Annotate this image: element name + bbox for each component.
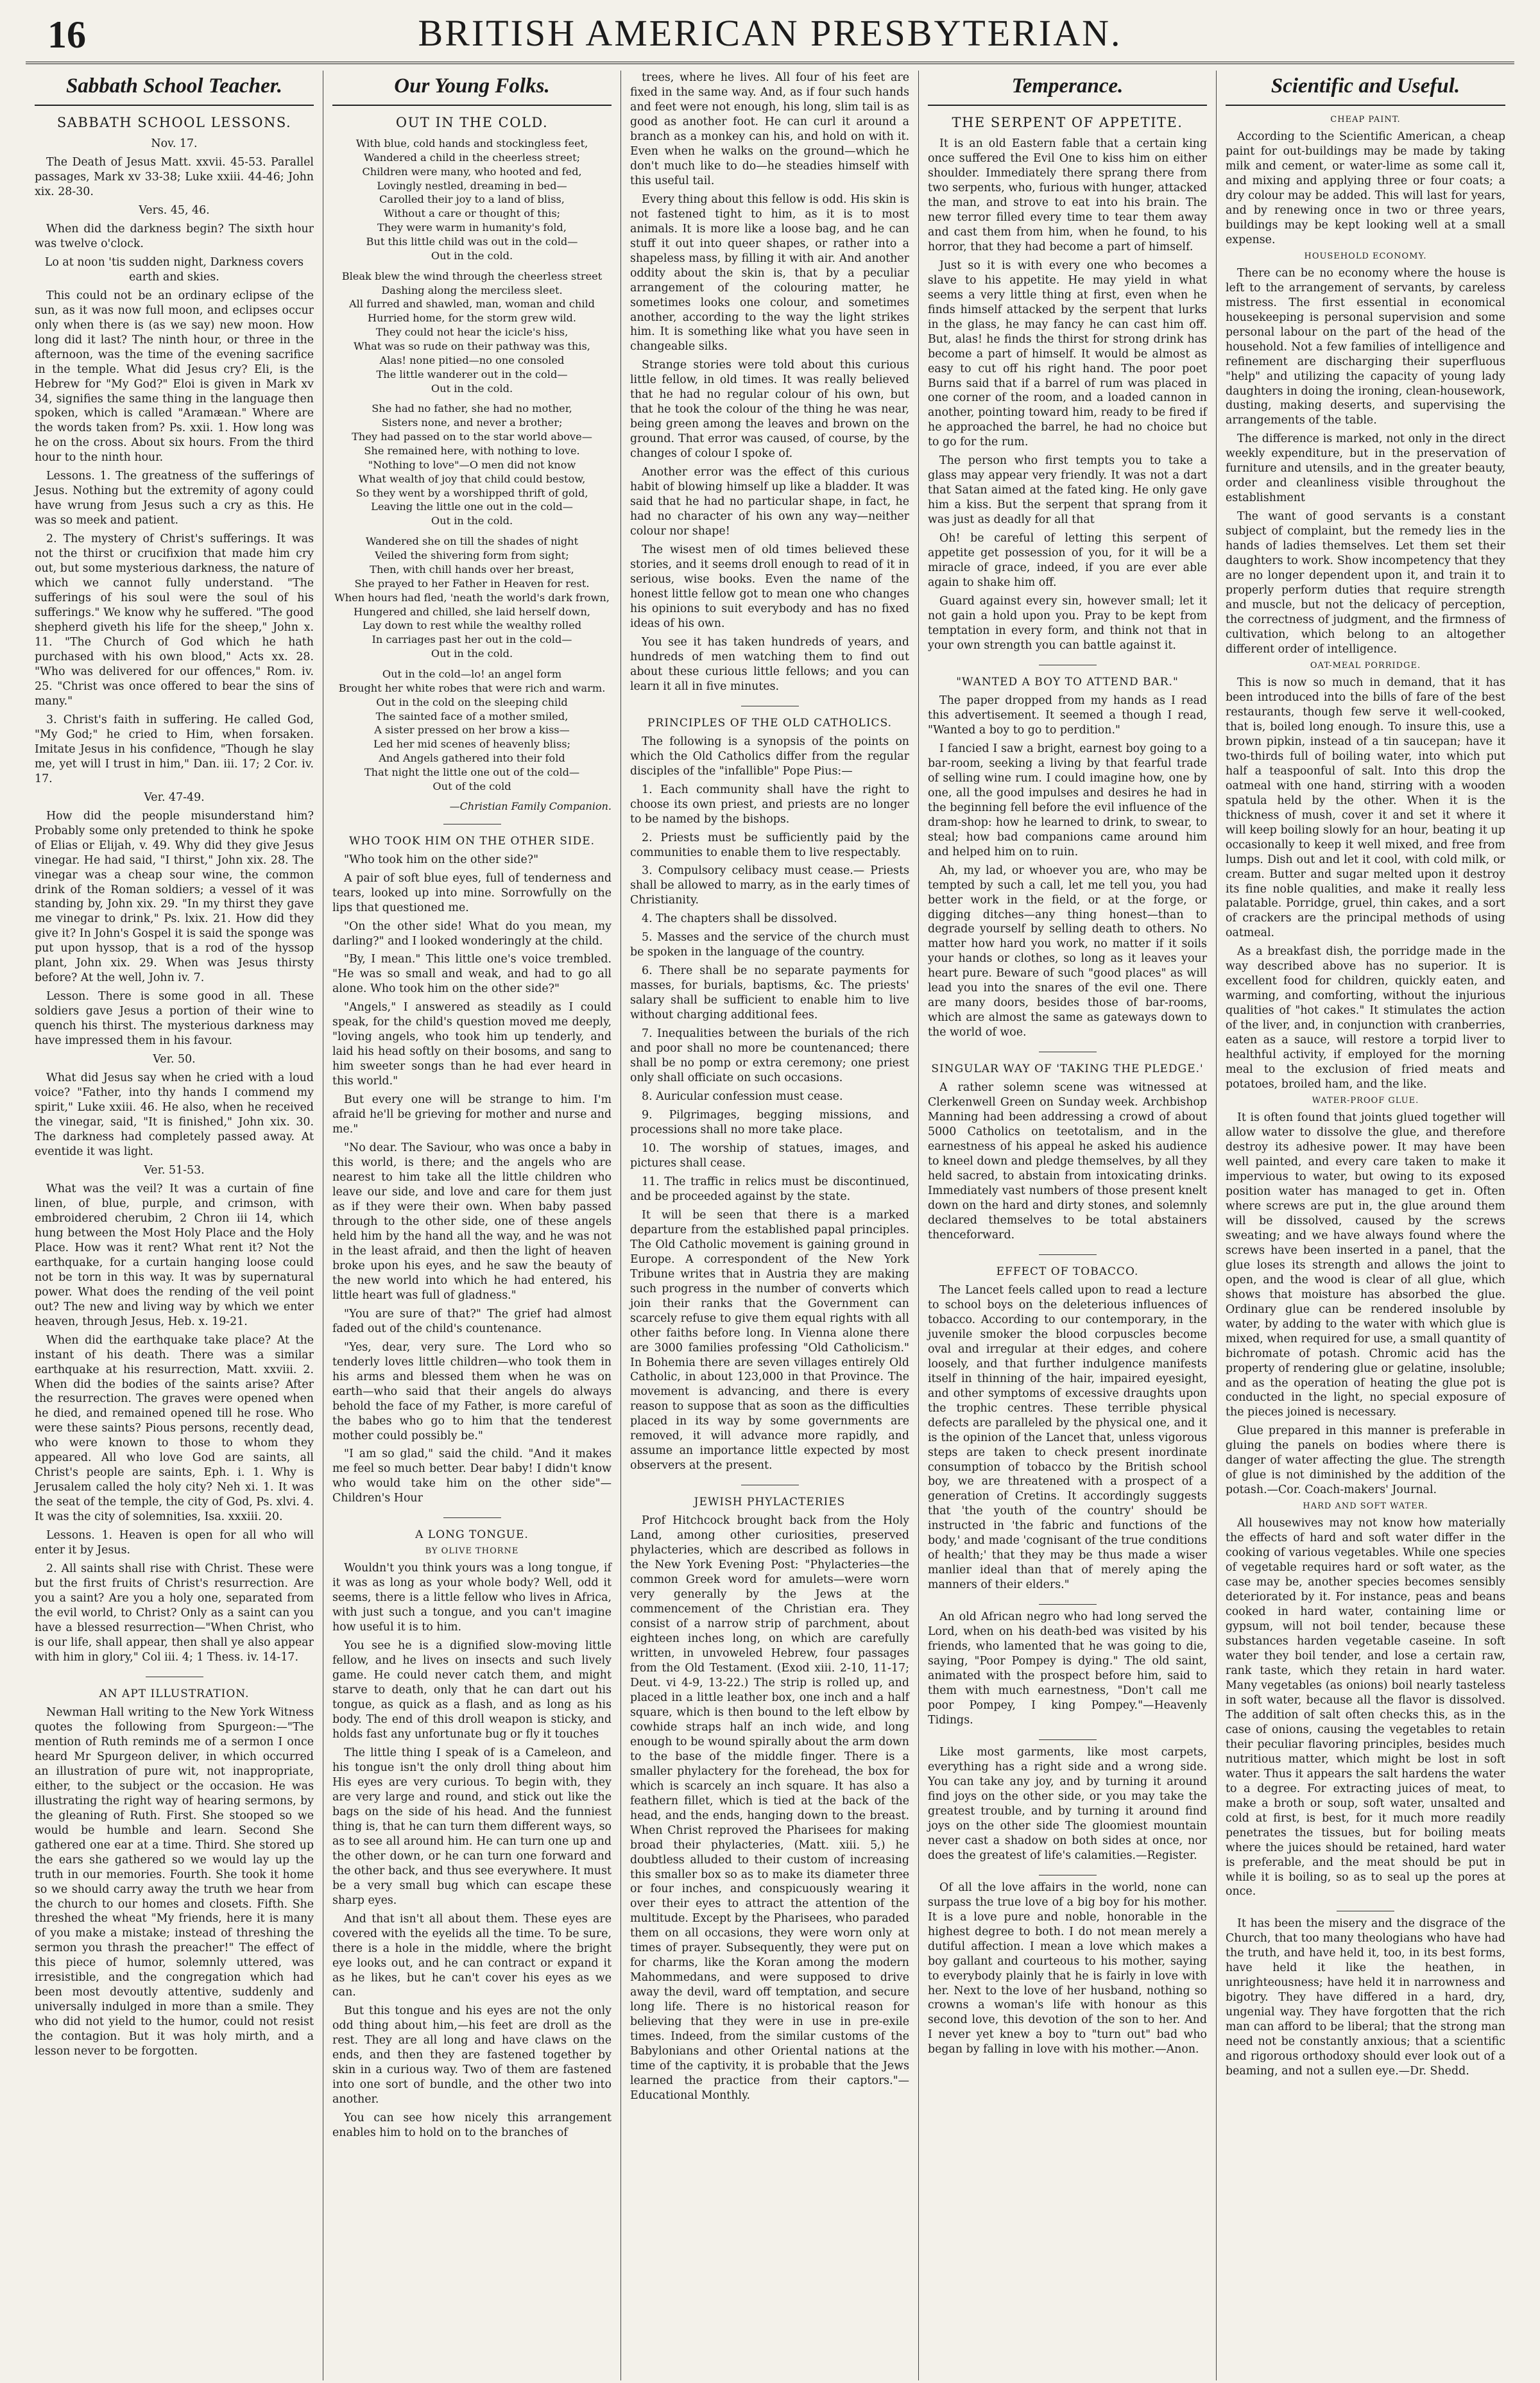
paragraph: Lesson. There is some good in all. These soldiers gave Jesus a portion of their wine to quench his thirst. The mysterious darkness may have impressed them in his favour. [35, 990, 314, 1048]
paragraph: This could not be an ordinary eclipse of the sun, as it was now full moon, and eclipses occur only when there is (as we say) new moon. How long did it last? The ninth hour, or three in the afternoon, was the time of the evening sacrifice in the temple. What did Jesus cry? Eli, is the Hebrew for "My God?" Eloi is given in Mark xv 34, signifies the same thing in the language then spoken, which is called "Aramæan." Where are the words taken from? Ps. xxii. 1. How long was he on the cross. About six hours. From the third hour to the ninth hour. [35, 289, 314, 465]
byline: BY OLIVE THORNE [425, 1546, 519, 1557]
paragraph: The wisest men of old times believed these stories, and it seems droll enough to read of it in serious, wise books. Even the name of the honest little fellow got to mean one who changes his opinions to suit everybody and has no fixed ideas of his own. [630, 543, 909, 630]
list-item: 2. Priests must be sufficiently paid by the communities to enable them to live respectably. [630, 831, 909, 859]
article-title: WATER-PROOF GLUE. [1312, 1096, 1419, 1106]
poem-stanza: Bleak blew the wind through the cheerless street Dashing along the merciless sleet. All furred and shawled, man, woman and child Hurried home, for the storm grew wild. They could not hear the icicle's hiss, What was so rude on their pathway was this, Alas! none pitied—no one consoled The little wanderer out in the cold— Out in the cold. [341, 269, 603, 395]
verse-heading: Ver. 50. [153, 1053, 196, 1066]
paragraph: trees, where he lives. All four of his feet are fixed in the same way. And, as if four such hands and feet were not enough, his long, slim tail is as good as another foot. He can curl it around a branch as a monkey can his, and hold on with it. Even when he walks on the ground—which he don't much like to do—he steadies himself with this useful tail. [630, 71, 909, 187]
paragraph: But every one will be strange to him. I'm afraid he'll be grieving for mother and nurse and me." [332, 1093, 612, 1136]
verse-heading: Vers. 45, 46. [139, 203, 210, 217]
quoted-hymn: Lo at noon 'tis sudden night, Darkness covers earth and skies. [44, 255, 304, 284]
paragraph: Newman Hall writing to the New York Witness quotes the following from Spurgeon:—"The mention of Ruth reminds me of a sermon I once heard Mr Spurgeon deliver, in which occurred an illustration of pure wit, not inappropriate, either, to the subject or the occasion. He was illustrating the right way of hearing sermons, by the gleaning of Ruth. First. She stooped so we would be humble and learn. Second She gathered one ear at a time. Third. She stored up the ears she gathered so we would lay up the truth in our memories. Fourth. She took it home so we should carry away the truth we hear from the church to our homes and closets. Fifth. She threshed the wheat "My friends, here it is many of you make a mistake; instead of threshing the sermon you thrash the preacher!" The effect of this piece of humor, solemnly uttered, was irresistible, and the congregation which had been most devoutly attentive, suddenly and universally indulged in more than a smile. They who did not yield to the humor, could not resist the contagion. But it was holy mirth, and a lesson never to be forgotten. [35, 1705, 314, 2058]
paragraph: 2. The mystery of Christ's sufferings. It was not the thirst or crucifixion that made him cry out, but some mysterious darkness, the nature of which we cannot fully understand. "The sufferings of his soul were the soul of his sufferings." We know why he suffered. "The good shepherd giveth his life for the sheep," John x. 11. "The Church of God which he hath purchased with his own blood," Acts xx. 28. "Who was delivered for our offences," Rom. iv. 25. "Christ was once offered to bear the sins of many." [35, 533, 314, 708]
verse-heading: Ver. 47-49. [144, 790, 205, 804]
paragraph: What was the veil? It was a curtain of fine linen, of blue, purple, and crimson, with embroidered cherubim, 2 Chron iii 14, which hung between the Most Holy Place and the Holy Place. How was it rent? What rent it? Not the earthquake, for a curtain hanging loose could not be torn in this way. It was by supernatural power. What does the rending of the veil point out? The new and living way by which we enter heaven, through Jesus, Heb. x. 19-21. [35, 1182, 314, 1328]
paragraph: Of all the love affairs in the world, none can surpass the true love of a big boy for his mother. It is a love pure and noble, honorable in the highest degree to both. I do not mean merely a dutiful affection. I mean a love which makes a boy gallant and courteous to his mother, saying to everybody plainly that he is fairly in love with her. Next to the love of her husband, nothing so crowns a woman's life with honour as this second love, this devotion of the son to her. And I never yet knew a boy to "turn out" bad who began by falling in love with his mother.—Anon. [928, 1881, 1207, 2056]
divider [443, 1517, 501, 1518]
paragraph: "Who took him on the other side?" [344, 853, 539, 866]
section-heading: Our Young Folks. [332, 71, 612, 106]
article-title: HARD AND SOFT WATER. [1303, 1501, 1428, 1512]
poem-stanza: She had no father, she had no mother, Sisters none, and never a brother; They had passed on to the star world above— She remained here, with nothing to love. "Nothing to love"—O men did not know What wealth of joy that child could bestow, So they went by a worshipped thrift of gold, Leaving the little one out in the cold— Out in the cold. [352, 402, 592, 527]
paragraph: As a breakfast dish, the porridge made in the way described above has no superior. It is excellent food for children, quickly eaten, and warming, and comforting, without the injurious qualities of "hot cakes." It stimulates the action of the liver, and, in conjunction with cranberries, eaten as a sauce, will restore a torpid liver to healthful activity, if employed for the morning meal to the exclusion of fried meats and potatoes, broiled ham, and the like. [1226, 945, 1505, 1091]
paragraph: The difference is marked, not only in the direct weekly expenditure, but in the preservation of furniture and utensils, and in the greater beauty, order and cleanliness visible throughout the establishment [1226, 432, 1505, 505]
paragraph: Strange stories were told about this curious little fellow, in old times. It was really believed that he had no regular colour of his own, but that he took the colour of the thing he was near, being green among the leaves and brown on the ground. That error was caused, of course, by the changes of colour I spoke of. [630, 359, 909, 461]
paragraph: Another error was the effect of this curious habit of blowing himself up like a bladder. It was said that he had no particular shape, in fact, he had no character of his own any way—neither colour nor shape! [630, 466, 909, 538]
paragraph: All housewives may not know how materially the effects of hard and soft water differ in the cooking of various vegetables. While one species of vegetable requires hard or soft water, as the case may be, another species becomes sensibly deteriorated by it. For instance, peas and beans cooked in hard water, containing lime or gypsum, will not boil tender, because these substances harden vegetable caseine. In soft water they boil tender, and lose a certain raw, rank taste, which they retain in hard water. Many vegetables (as onions) boil nearly tasteless in soft water, because all the flavor is dissolved. The addition of salt often checks this, as in the case of onions, causing the vegetables to retain their peculiar flavoring principles, besides much nutritious matter, which might be lost in soft water. Thus it appears the salt hardens the water to a degree. For extracting juices of meat, to make a broth or soup, soft water, unsalted and cold at first, is best, for it much more readily penetrates the tissues, but for boiling meats where the juices should be retained, hard water is preferable, and the meat should be put in while it is boiling, so as to seal up the pores at once. [1226, 1517, 1505, 1899]
paragraph: It will be seen that there is a marked departure from the established papal principles. The Old Catholic movement is gaining ground in Europe. A correspondent of the New York Tribune writes that in Austria they are making such progress in the number of converts which join their ranks that the Government can scarcely refuse to give them equal rights with all other faiths before long. In Vienna alone there are 3000 families professing "Old Catholicism." In Bohemia there are seven villages entirely Old Catholic, in about 123,000 in that Province. The movement is advancing, and there is every reason to suppose that as soon as the difficulties placed in its way by some governments are removed, it will advance more rapidly, and assume an importance little expected by most observers at the present. [630, 1208, 909, 1473]
paragraph: The person who first tempts you to take a glass may appear very friendly. It was not a dart that Satan aimed at the fated king. He only gave him a kiss. But the serpent that sprang from it was just as deadly for all that [928, 454, 1207, 527]
paragraph: Like most garments, like most carpets, everything has a right side and a wrong side. You can take any joy, and by turning it around find joys on the other side, or you may take the greatest trouble, and by turning it around find joys on the other side The gloomiest mountain never cast a shadow on both sides at once, nor does the greatest of life's calamities.—Register. [928, 1745, 1207, 1862]
source-credit: —Christian Family Companion. [449, 799, 612, 812]
paragraph: Wouldn't you think yours was a long tongue, if it was as long as your whole body? Well, odd it seems, there is a little fellow who lives in Africa, with just such a tongue, and you can't imagine how useful it is to him. [332, 1562, 612, 1634]
paragraph: "No dear. The Saviour, who was once a baby in this world, is there; and the angels who are nearest to him take all the little children who leave our side, and love and care for them just as if they were their own. When baby passed through to the other side, one of these angels held him by the hand all the way, and he was not in the least afraid, and then the light of heaven broke upon his eyes, and he saw the beauty of the new world into which he had entered, his little heart was full of gladness." [332, 1141, 612, 1302]
column-young-folks [323, 71, 621, 2380]
article-title: "WANTED A BOY TO ATTEND BAR." [956, 675, 1179, 688]
list-item: 3. Compulsory celibacy must cease.— Priests shall be allowed to marry, as in the early times of Christianity. [630, 864, 909, 907]
paragraph: Lessons. 1. The greatness of the sufferings of Jesus. Nothing but the extremity of agony could have wrung from Jesus such a cry as this. He was so meek and patient. [35, 470, 314, 527]
section-heading: Temperance. [928, 71, 1207, 106]
paragraph: The little thing I speak of is a Cameleon, and his tongue isn't the only droll thing about him His eyes are very curious. To begin with, they are very large and round, and stick out like the bags on the side of his head. And the funniest thing is, that he can turn them different ways, so as to see all around him. He can turn one up and the other down, or he can turn one forward and the other back, and thus see everywhere. It must be a very small bug which can escape these sharp eyes. [332, 1746, 612, 1907]
list-item: 11. The traffic in relics must be discontinued, and be proceeded against by the state. [630, 1175, 909, 1203]
paragraph: The paper dropped from my hands as I read this advertisement. It seemed a though I read, "Wanted a boy to go to perdition." [928, 694, 1207, 737]
article-title: WHO TOOK HIM ON THE OTHER SIDE. [348, 834, 595, 848]
column-temperance [919, 71, 1217, 2380]
article-title: AN APT ILLUSTRATION. [99, 1687, 250, 1700]
lesson-date: Nov. 17. [151, 137, 198, 150]
paragraph: "You are sure of that?" The grief had almost faded out of the child's countenance. [332, 1307, 612, 1335]
divider [1039, 1254, 1097, 1255]
article-title: SABBATH SCHOOL LESSONS. [56, 115, 292, 130]
paragraph: Just so it is with every one who becomes a slave to his appetite. He may yield in what seems a very little thing at first, even when he finds himself attacked by the serpent that lurks in the glass, he may fancy he can cast him off. But, alas! he finds the thirst for strong drink has become a part of himself. It would be almost as easy to cut off his right hand. The poor poet Burns said that if a barrel of rum was placed in one corner of the room, and a loaded cannon in another, pointing toward him, ready to be fired if he approached the barrel, he had no choice but to go for the rum. [928, 259, 1207, 449]
paragraph: When did the earthquake take place? At the instant of his death. There was a similar earthquake at his resurrection, Matt. xxviii. 2. When did the bodies of the saints arise? After the resurrection. The graves were opened when he died, and remained opened till he rose. Who were these saints? Pious persons, recently dead, who were known to those to whom they appeared. All who love God are saints, all Christ's people are saints, Eph. i. 1. Why is Jerusalem called the holy city? Neh xi. 1. It was the seat of the temple, the city of God, Ps. xlvi. 4. It was the city of solemnities, Isa. xxxiii. 20. [35, 1333, 314, 1524]
paragraph: "Angels," I answered as steadily as I could speak, for the child's question moved me deeply, "loving angels, who took him up tenderly, and laid his head softly on their bosoms, and sang to him sweeter songs than he had ever heard in this world." [332, 1001, 612, 1088]
article-title: THE SERPENT OF APPETITE. [952, 115, 1183, 130]
paragraph: "By, I mean." This little one's voice trembled. "He was so small and weak, and had to go all alone. Who took him on the other side?" [332, 953, 612, 996]
paragraph: 3. Christ's faith in suffering. He called God, "My God;" he cried to Him, when forsaken. Imitate Jesus in his confidence, "Though he slay me, yet will I trust in him," Dan. iii. 17; 2 Cor. iv. 17. [35, 713, 314, 785]
paragraph: You see it has taken hundreds of years, and hundreds of men watching them to find out about these curious little fellows; and you can learn it all in five minutes. [630, 635, 909, 693]
paragraph: "Yes, dear, very sure. The Lord who so tenderly loves little children—who took them in his arms and blessed them when he was on earth—who said that their angels do always behold the face of my Father, is more careful of the babes who go to him that the tenderest mother could possibly be." [332, 1340, 612, 1442]
paragraph: When did the darkness begin? The sixth hour was twelve o'clock. [35, 222, 314, 250]
article-title: CHEAP PAINT. [1330, 115, 1401, 124]
paragraph: The want of good servants is a constant subject of complaint, but the remedy lies in the hands of ladies themselves. Let them set their daughters to work. Show incompetency that they are no longer dependent upon it, and train it to properly perform duties that require strength and muscle, but not the delicacy of perception, the correctness of judgment, and the firmness of cultivation, which belong to an altogether different order of intelligence. [1226, 510, 1505, 656]
article-title: EFFECT OF TOBACCO. [996, 1265, 1139, 1278]
paragraph: Every thing about this fellow is odd. His skin is not fastened tight to him, as it is to most animals. It is more like a loose bag, and he can stuff it out into queer shapes, or rather into a shapeless mass, by filling it with air. And another oddity about the skin is, that by a peculiar arrangement of the colouring matter, he sometimes looks one colour, and sometimes another, according to the way the light strikes him. It is something like what you have seen in changeable silks. [630, 192, 909, 354]
paragraph: It has been the misery and the disgrace of the Church, that too many theologians who have had the truth, and have held it, too, in its best forms, have held it like the heathen, in unrighteousness; have held it in narrowness and bigotry. They have differed in a hard, dry, ungenial way. They have forgotten that the rich man can afford to be liberal; that the strong man need not be constantly anxious; that a scientific and rigorous orthodoxy should ever look out of a beaming, and not a sullen eye.—Dr. Shedd. [1226, 1917, 1505, 2078]
article-title: SINGULAR WAY OF 'TAKING THE PLEDGE.' [931, 1063, 1204, 1076]
poem-stanza: Wandered she on till the shades of night Veiled the shivering form from sight; Then, with chill hands over her breast, She prayed to her Father in Heaven for rest. When hours had fled, 'neath the world's dark frown, Hungered and chilled, she laid herself down, Lay down to rest while the wealthy rolled In carriages past her out in the cold— Out in the cold. [334, 535, 610, 660]
masthead [26, 9, 1514, 64]
list-item: 9. Pilgrimages, begging missions, and processions shall no more take place. [630, 1109, 909, 1136]
newspaper-title: BRITISH AMERICAN PRESBYTERIAN. [418, 12, 1122, 54]
paragraph: And that isn't all about them. These eyes are covered with the eyelids all the time. To be sure, there is a hole in the middle, where the bright eye looks out, and he can contract or expand it as he likes, but he can't cover his eyes as we can. [332, 1912, 612, 1999]
article-title: A LONG TONGUE. [415, 1528, 529, 1542]
section-heading: Sabbath School Teacher. [35, 71, 314, 106]
section-heading: Scientific and Useful. [1226, 71, 1505, 106]
paragraph: The following is a synopsis of the points on which the Old Catholics differ from the regular disciples of the "infallible" Pope Pius:— [630, 735, 909, 778]
article-title: HOUSEHOLD ECONOMY. [1304, 251, 1427, 261]
list-item: 10. The worship of statues, images, and pictures shall cease. [630, 1141, 909, 1170]
paragraph: According to the Scientific American, a cheap paint for out-buildings may be made by taking milk and cement, or water-lime as some call it, and mixing and applying three or four coats; a dry colour may be added. This will last for years, and by renewing once in two or three years, buildings may be kept looking well at a small expense. [1226, 130, 1505, 246]
list-item: 5. Masses and the service of the church must be spoken in the language of the country. [630, 931, 909, 959]
paragraph: Glue prepared in this manner is preferable in gluing the panels on bodies where there is danger of water affecting the glue. The strength of glue is not diminished by the addition of the potash.—Cor. Coach-makers' Journal. [1226, 1424, 1505, 1497]
paragraph: A rather solemn scene was witnessed at Clerkenwell Green on Sunday week. Archbishop Manning had been addressing a crowd of about 5000 Catholics on teetotalism, and in the earnestness of his appeal he asked his audience to kneel down and pledge themselves, by all they held sacred, to abstain from intoxicating drinks. Immediately vast numbers of those present knelt down on the hard and dirty stones, and solemnly declared themselves to be total abstainers thenceforward. [928, 1081, 1207, 1242]
paragraph: Oh! be careful of letting this serpent of appetite get possession of you, for it will be a miracle of grace, indeed, if you are ever able again to shake him off. [928, 532, 1207, 590]
poem-stanza: Out in the cold—lo! an angel form Brought her white robes that were rich and warm. Out in the cold on the sleeping child The sainted face of a mother smiled, A sister pressed on her brow a kiss— Led her mid scenes of heavenly bliss; And Angels gathered into their fold That night the little one out of the cold— Out of the cold [338, 667, 606, 792]
list-item: 7. Inequalities between the burials of the rich and poor shall no more be countenanced; there shall be no pomp or extra ceremony; one priest only shall officiate on such occasions. [630, 1027, 909, 1085]
poem-stanza: With blue, cold hands and stockingless feet, Wandered a child in the cheerless street; Children were many, who hooted and fed, Lovingly nestled, dreaming in bed— Carolled their joy to a land of bliss, Without a care or thought of this; They were warm in humanity's fold, But this little child was out in the cold— Out in the cold. [355, 137, 588, 262]
paragraph: You can see how nicely this arrangement enables him to hold on to the branches of [332, 2112, 612, 2140]
divider [1039, 1739, 1097, 1740]
paragraph: There can be no economy where the house is left to the arrangement of servants, by careless mistress. The first essential in economical housekeeping is personal supervision and some personal labour on the part of the head of the household. Not a few families of intelligence and refinement are discharging their superfluous "help" and utilizing the capacity of young lady daughters in doing the ironing, clean-housework, dusting, making deserts, and supervising the arrangements of the table. [1226, 266, 1505, 427]
page-number: 16 [47, 13, 86, 56]
paragraph: It is an old Eastern fable that a certain king once suffered the Evil One to kiss him on either shoulder. Immediately there sprang there from two serpents, who, furious with hunger, attacked the man, and strove to eat into his brain. The new terror filled every time to tear them away and cast them from him, when he found, to his horror, that they had become a part of himself. [928, 137, 1207, 253]
paragraph: But this tongue and his eyes are not the only odd thing about him,—his feet are droll as the rest. They are all long and have claws on the ends, and then they are fastened together by skin in a curious way. Two of them are fastened into one sort of bundle, and the other two into another. [332, 2004, 612, 2106]
columns [26, 71, 1514, 2380]
list-item: 8. Auricular confession must cease. [642, 1090, 843, 1104]
article-title: OUT IN THE COLD. [395, 115, 549, 130]
paragraph: What did Jesus say when he cried with a loud voice? "Father, into thy hands I commend my spirit," Luke xxiii. 46. He also, when he received the vinegar, said, "It is finished," John xix. 30. The darkness had completely passed away. At eventide it was light. [35, 1072, 314, 1158]
column-continued [621, 71, 919, 2380]
paragraph: I fancied I saw a bright, earnest boy going to a bar-room, seeking a living by that fearful trade of selling wine rum. I could imagine how, one by one, all the good impulses and desires he had in the beginning fell before the evil influence of the dram-shop: how he learned to drink, to swear, to steal; how bad companions came around him and helped him on to ruin. [928, 742, 1207, 858]
divider [1039, 1604, 1097, 1605]
paragraph: Guard against every sin, however small; let it not gain a hold upon you. Pray to be kept from temptation in every form, and think not that in your own strength you can battle against it. [928, 595, 1207, 652]
paragraph: How did the people misunderstand him? Probably some only pretended to think he spoke of Elias or Elijah, v. 49. Why did they give Jesus vinegar. He had said, "I thirst," John xix. 28. The vinegar was a cheap sour wine, the common drink of the Roman soldiers; a vessel of it was standing by, John xix. 29. "In my thirst they gave me vinegar to drink," Ps. lxix. 21. How did they give it? In John's Gospel it is said the sponge was put upon hyssop, that is a rod of the hyssop plant, John xix. 29. When was Jesus thirsty before? At the well, John iv. 7. [35, 809, 314, 985]
list-item: 6. There shall be no separate payments for masses, for burials, baptisms, &c. The priests' salary shall be sufficient to enable him to live without charging additional fees. [630, 964, 909, 1022]
verse-heading: Ver. 51-53. [144, 1163, 205, 1177]
list-item: 4. The chapters shall be dissolved. [642, 912, 837, 926]
paragraph: The Lancet feels called upon to read a lecture to school boys on the deleterious influences of tobacco. According to our contemporary, in the juvenile smoker the blood corpuscles become oval and irregular at their edges, and cohere loosely, and that further indulgence manifests itself in thinning of the hair, impaired eyesight, and other symptoms of excessive draughts upon the trophic centres. These terrible physical defects are paralleled by the physical one, and it is the opinion of the Lancet that, unless vigorous steps are taken to check present inordinate consumption of tobacco by the British school boy, we are threatened with a prospect of a generation of Cretins. It accordingly suggests that 'the youth of the country' should be instructed in 'the fabric and functions of the body,' and made 'cognisant of the true conditions of health;' that they may be thus made a wiser manlier ideal than that of merely aping the manners of their elders." [928, 1283, 1207, 1592]
article-title: PRINCIPLES OF THE OLD CATHOLICS. [647, 716, 893, 730]
paragraph: "On the other side! What do you mean, my darling?" and I looked wonderingly at the child. [332, 919, 612, 948]
lesson-reference: The Death of Jesus Matt. xxvii. 45-53. Parallel passages, Mark xv 33-38; Luke xxiii. 44-46; John xix. 28-30. [35, 155, 314, 198]
paragraph: You see he is a dignified slow-moving little fellow, and he lives on insects and such lively game. He could never catch them, and might starve to death, only that he can dart out his tongue, as quick as a flash, and as long as his body. The end of this droll weapon is sticky, and holds fast any unfortunate bug or fly it touches [332, 1639, 612, 1741]
paragraph: Prof Hitchcock brought back from the Holy Land, among other curiosities, preserved phylacteries, which are described as follows in the New York Evening Post: "Phylacteries—the common Greek word for amulets—were worn very generally by the Jews at the commencement of the Christian era. They consist of a narrow strip of parchment, about eighteen inches long, on which are carefully written, in unvoweled Hebrew, four passages from the Old Testament. (Exod xiii. 2-10, 11-17; Deut. vi 4-9, 13-22.) The strip is rolled up, and placed in a little leather box, one inch and a half square, which is then bound to the left elbow by cowhide straps half an inch wide, and long enough to be wound spirally about the arm down to the base of the middle finger. There is a smaller phylactery for the forehead, the box for which is scarcely an inch square. It has also a feathern fillet, which is tied at the back of the head, and the ends, hanging down to the breast. When Christ reproved the Pharisees for making broad their phylacteries, (Matt. xiii. 5,) he doubtless alluded to their custom of increasing this smaller box so as to make its diameter three or four inches, and conspicuously wearing it over their eyes to attract the attention of the multitude. Except by the Pharisees, who paraded them on all occasions, they were worn only at times of prayer. Subsequently, they were put on for charms, like the Koran among the modern Mahommedans, and were supposed to drive away the devil, ward off temptation, and secure long life. There is no historical reason for believing that they were in use in pre-exile times. Indeed, from the similar customs of the Babylonians and other Oriental nations at the time of the captivity, it is probable that the Jews learned the practice from their captors."—Educational Monthly. [630, 1514, 909, 2103]
paragraph: It is often found that joints glued together will allow water to dissolve the glue, and therefore destroy its adhesive power. It may have been well painted, and every care taken to make it impervious to water, but owing to its exposed position water has managed to get in. Often where screws are put in, the glue around them will be dissolved, caused by the screws sweating; and we have always found where the screws have been inserted in a panel, that the glue loses its strength and allows the joint to open, and the wood is clear of all glue, which shows that moisture has absorbed the glue. Ordinary glue can be rendered insoluble by water, by adding to the water with which glue is mixed, when required for use, a small quantity of bichromate of potash. Chromic acid has the property of rendering glue or gelatine, insoluble; and as the operation of heating the glue pot is conducted in the light, no special exposure of the pieces joined is necessary. [1226, 1111, 1505, 1419]
column-sabbath-school [26, 71, 323, 2380]
column-scientific-useful [1217, 71, 1514, 2380]
article-title: JEWISH PHYLACTERIES [694, 1496, 846, 1509]
paragraph: Lessons. 1. Heaven is open for all who will enter it by Jesus. [35, 1529, 314, 1557]
paragraph: Ah, my lad, or whoever you are, who may be tempted by such a call, let me tell you, you had better work in the field, or at the forge, or digging ditches—any thing honest—than to degrade yourself by selling death to others. No matter how hard you work, no matter if it soils your hands or clothes, so long as it leaves your heart pure. Beware of such "good places" as will lead you into the snares of the evil one. There are many doors, besides those of bar-rooms, which are almost the same as gateways down to the world of woe. [928, 864, 1207, 1039]
paragraph: 2. All saints shall rise with Christ. These were but the first fruits of Christ's resurrection. Are you a saint? Are you a holy one, separated from the evil world, to Christ? Only as a saint can you have a blessed resurrection—"When Christ, who is our life, shall appear, then shall ye also appear with him in glory," Col iii. 4; 1 Thess. iv. 14-17. [35, 1562, 314, 1664]
paragraph: This is now so much in demand, that it has been introduced into the bills of fare of the best restaurants, though few serve it well-cooked, that is, boiled long enough. To insure this, use a brown pipkin, instead of a tin saucepan; have it two-thirds full of boiling water, into which put half a teaspoonful of salt. Into this drop the oatmeal with one hand, stirring with a wooden spatula held by the other. When it is the thickness of mush, cover it and set it where it will keep boiling slowly for an hour, beating it up occasionally to keep it well mixed, and free from lumps. Dish out and let it cool, with cold milk, or cream. Butter and sugar melted upon it destroy its fine noble qualities, and make it really less palatable. Porridge, gruel, thin cakes, and a sort of crackers are the principal methods of using oatmeal. [1226, 676, 1505, 940]
list-item: 1. Each community shall have the right to choose its own priest, and priests are no longer to be named by the bishops. [630, 783, 909, 826]
article-title: OAT-MEAL PORRIDGE. [1310, 660, 1421, 670]
paragraph: "I am so glad," said the child. "And it makes me feel so much better. Dear baby! I didn't know who would take him on the other side"—Children's Hour [332, 1448, 612, 1505]
paragraph: An old African negro who had long served the Lord, when on his death-bed was visited by his friends, who lamented that he was going to die, saying, "Poor Pompey is dying." The old saint, animated with the prospect before him, said to them with much earnestness, "Don't call me poor Pompey, I king Pompey."—Heavenly Tidings. [928, 1610, 1207, 1727]
paragraph: A pair of soft blue eyes, full of tenderness and tears, looked up into mine. Sorrowfully on the lips that questioned me. [332, 871, 612, 914]
